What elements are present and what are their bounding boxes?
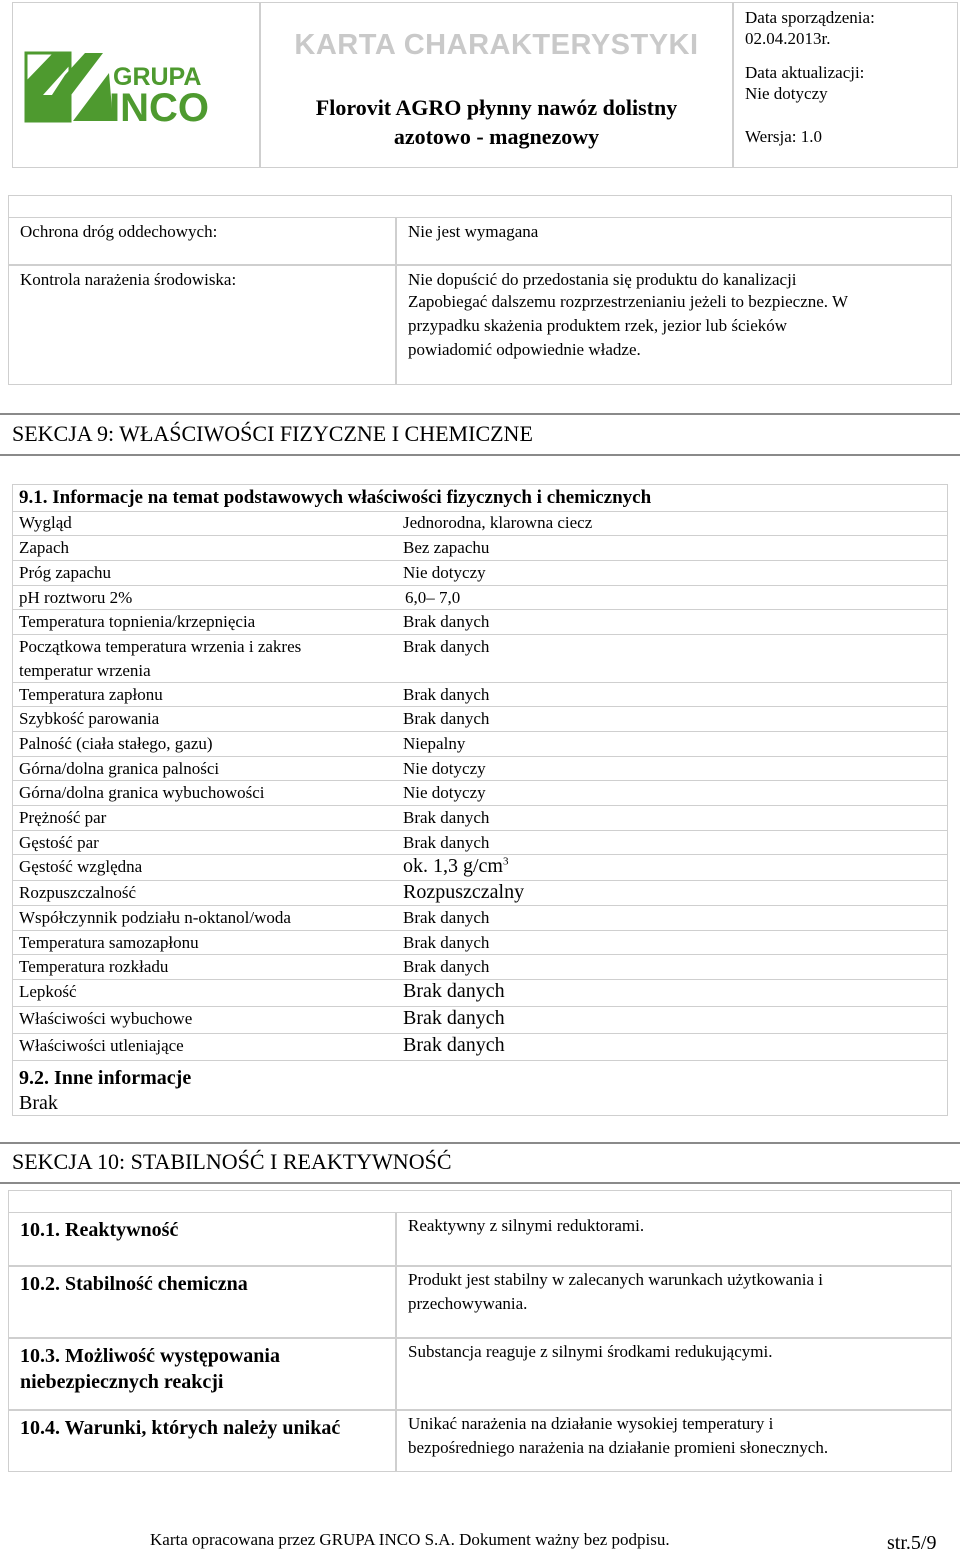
property-value-superscript: 3 <box>503 855 509 868</box>
stability-label: niebezpiecznych reakcji <box>20 1371 224 1393</box>
property-row <box>13 511 947 536</box>
section-10-top-rule <box>0 1142 960 1144</box>
property-value <box>403 635 489 659</box>
property-value <box>403 610 489 634</box>
property-label: Górna/dolna granica palności <box>19 759 220 778</box>
stability-label: 10.4. Warunki, których należy unikać <box>20 1417 341 1439</box>
stability-label-cell <box>8 1410 396 1472</box>
footer-text: Karta opracowana przez GRUPA INCO S.A. Dokument ważny bez podpisu. <box>150 1530 670 1549</box>
property-label: Wygląd <box>19 513 72 532</box>
stability-value: Unikać narażenia na działanie wysokiej temperatury i <box>408 1414 774 1433</box>
property-label: Temperatura samozapłonu <box>19 933 199 952</box>
property-value-text: 6,0– 7,0 <box>405 588 461 607</box>
protection-row-2-label-cell <box>8 265 396 385</box>
stability-label-cell <box>8 1212 396 1266</box>
property-row <box>13 683 947 707</box>
property-row <box>13 1007 947 1034</box>
environmental-exposure-line-2: Zapobiegać dalszemu rozprzestrzenianiu jeżeli to bezpieczne. W <box>408 292 849 311</box>
property-value-text: Brak danych <box>403 833 490 852</box>
property-label: Próg zapachu <box>19 563 112 582</box>
property-row <box>13 707 947 732</box>
stability-value: Reaktywny z silnymi reduktorami. <box>408 1216 645 1235</box>
property-label: pH roztworu 2% <box>19 588 133 607</box>
property-label-line-2: temperatur wrzenia <box>19 661 151 680</box>
product-name <box>261 93 732 151</box>
property-value <box>403 1033 505 1057</box>
environmental-exposure-label: Kontrola narażenia środowiska: <box>20 270 237 289</box>
grupa-inco-logo <box>13 3 261 169</box>
property-row <box>13 610 947 635</box>
section-10-bottom-rule <box>0 1182 960 1184</box>
property-row <box>13 806 947 831</box>
stability-value: Substancja reaguje z silnymi środkami redukującymi. <box>408 1342 773 1361</box>
stability-value-cell <box>396 1410 952 1472</box>
property-label: Górna/dolna granica wybuchowości <box>19 783 265 802</box>
stability-value: bezpośredniego narażenia na działanie promieni słonecznych. <box>408 1438 829 1457</box>
environmental-exposure-line-4: powiadomić odpowiednie władze. <box>408 340 641 359</box>
property-value <box>403 931 489 955</box>
stability-value-cell <box>396 1266 952 1338</box>
section-9-1-heading: 9.1. Informacje na temat podstawowych właściwości fizycznych i chemicznych <box>19 487 652 508</box>
property-row <box>13 561 947 586</box>
property-value-text: Brak danych <box>403 612 490 631</box>
property-row <box>13 1034 947 1061</box>
version-label: Wersja: 1.0 <box>745 127 822 146</box>
property-value <box>403 707 489 731</box>
property-row <box>13 757 947 781</box>
property-value-text: Brak danych <box>403 1034 505 1056</box>
stability-value: przechowywania. <box>408 1294 528 1313</box>
property-label: Temperatura zapłonu <box>19 685 163 704</box>
product-name-line2: azotowo - magnezowy <box>393 124 600 149</box>
property-row <box>13 586 947 610</box>
property-value-text: Brak danych <box>403 908 490 927</box>
property-value-text: ok. 1,3 g/cm <box>403 855 503 877</box>
property-value-text: Brak danych <box>403 933 490 952</box>
properties-table <box>12 484 948 1116</box>
stability-value-cell <box>396 1212 952 1266</box>
property-value-text: Jednorodna, klarowna ciecz <box>403 513 593 532</box>
property-row <box>13 955 947 980</box>
environmental-exposure-line-1: Nie dopuścić do przedostania się produktu do kanalizacji <box>408 270 797 289</box>
stability-label-cell <box>8 1338 396 1410</box>
property-value-text: Nie dotyczy <box>403 563 486 582</box>
stability-label-cell <box>8 1266 396 1338</box>
property-label: Początkowa temperatura wrzenia i zakres <box>19 637 302 656</box>
logo-text-inco: INCO <box>109 86 209 130</box>
created-value: 02.04.2013r. <box>745 29 831 48</box>
stability-label: 10.3. Możliwość występowania <box>20 1345 280 1367</box>
property-value-text: Brak danych <box>403 637 490 656</box>
property-label: Palność (ciała stałego, gazu) <box>19 734 213 753</box>
properties-header-row <box>13 485 947 512</box>
updated-value: Nie dotyczy <box>745 84 828 103</box>
updated-label: Data aktualizacji: <box>745 63 865 82</box>
property-value-text: Brak danych <box>403 957 490 976</box>
property-label: Szybkość parowania <box>19 709 160 728</box>
property-value <box>403 906 489 930</box>
stability-table <box>8 1190 952 1212</box>
property-value <box>403 806 489 830</box>
created-label: Data sporządzenia: <box>745 8 875 27</box>
property-value-text: Brak danych <box>403 709 490 728</box>
header-meta-box <box>733 2 958 168</box>
property-row <box>13 732 947 757</box>
property-label: Współczynnik podziału n-oktanol/woda <box>19 908 291 927</box>
stability-label: 10.2. Stabilność chemiczna <box>20 1273 248 1295</box>
property-value-text: Brak danych <box>403 685 490 704</box>
property-row <box>13 536 947 561</box>
property-value <box>403 511 592 535</box>
section-9-2-value-row <box>13 1091 947 1117</box>
property-value <box>403 536 489 560</box>
section-9-2-row <box>13 1064 947 1093</box>
section-9-title: SEKCJA 9: WŁAŚCIWOŚCI FIZYCZNE I CHEMICZNE <box>12 421 533 446</box>
property-value <box>403 732 465 756</box>
property-label: Właściwości wybuchowe <box>19 1009 193 1028</box>
property-value-text: Brak danych <box>403 980 505 1002</box>
respiratory-protection-label: Ochrona dróg oddechowych: <box>20 222 218 241</box>
property-row <box>13 635 947 683</box>
property-value-text: Nie dotyczy <box>403 759 486 778</box>
section-9-bottom-rule <box>0 454 960 456</box>
section-9-2-heading: 9.2. Inne informacje <box>19 1067 192 1089</box>
property-value <box>403 683 489 707</box>
protection-row-2-value-cell <box>396 265 952 385</box>
section-9-top-rule <box>0 413 960 415</box>
property-value <box>403 1006 505 1030</box>
property-row <box>13 831 947 855</box>
property-label: Zapach <box>19 538 70 557</box>
property-value <box>403 979 505 1003</box>
property-value <box>403 880 524 904</box>
property-row <box>13 881 947 906</box>
header-logo-box <box>12 2 260 168</box>
property-value <box>403 854 509 878</box>
property-row <box>13 980 947 1007</box>
section-10-title: SEKCJA 10: STABILNOŚĆ I REAKTYWNOŚĆ <box>12 1149 452 1174</box>
page-number: str.5/9 <box>887 1532 937 1554</box>
section-9-2-value: Brak <box>19 1092 58 1114</box>
property-value <box>403 831 489 855</box>
property-row <box>13 781 947 806</box>
stability-label: 10.1. Reaktywność <box>20 1219 179 1241</box>
property-row <box>13 855 947 881</box>
environmental-exposure-line-3: przypadku skażenia produktem rzek, jezior lub ścieków <box>408 316 788 335</box>
property-value <box>403 757 486 781</box>
property-label: Rozpuszczalność <box>19 883 137 902</box>
protection-row-1-label-cell <box>8 217 396 265</box>
header-title-box <box>260 2 733 168</box>
logo-text-grupa: GRUPA <box>113 63 202 91</box>
property-value-text: Rozpuszczalny <box>403 881 525 903</box>
property-value-text: Brak danych <box>403 1007 505 1029</box>
property-value-text: Niepalny <box>403 734 466 753</box>
protection-row-1-value-cell <box>396 217 952 265</box>
property-value-text: Bez zapachu <box>403 538 490 557</box>
property-value <box>405 586 460 610</box>
property-value-text: Brak danych <box>403 808 490 827</box>
property-label: Prężność par <box>19 808 107 827</box>
stability-value: Produkt jest stabilny w zalecanych warunkach użytkowania i <box>408 1270 823 1289</box>
property-row <box>13 906 947 931</box>
property-label: Gęstość względna <box>19 857 143 876</box>
property-value <box>403 561 486 585</box>
property-value <box>403 955 489 979</box>
stability-value-cell <box>396 1338 952 1410</box>
respiratory-protection-value: Nie jest wymagana <box>408 222 539 241</box>
property-label: Lepkość <box>19 982 77 1001</box>
property-label: Temperatura topnienia/krzepnięcia <box>19 612 256 631</box>
property-label: Właściwości utleniające <box>19 1036 184 1055</box>
property-label: Gęstość par <box>19 833 99 852</box>
product-name-line1: Florovit AGRO płynny nawóz dolistny <box>315 95 678 120</box>
property-label: Temperatura rozkładu <box>19 957 169 976</box>
property-value <box>403 781 486 805</box>
property-row <box>13 931 947 955</box>
document-title: KARTA CHARAKTERYSTYKI <box>294 29 699 61</box>
property-value-text: Nie dotyczy <box>403 783 486 802</box>
